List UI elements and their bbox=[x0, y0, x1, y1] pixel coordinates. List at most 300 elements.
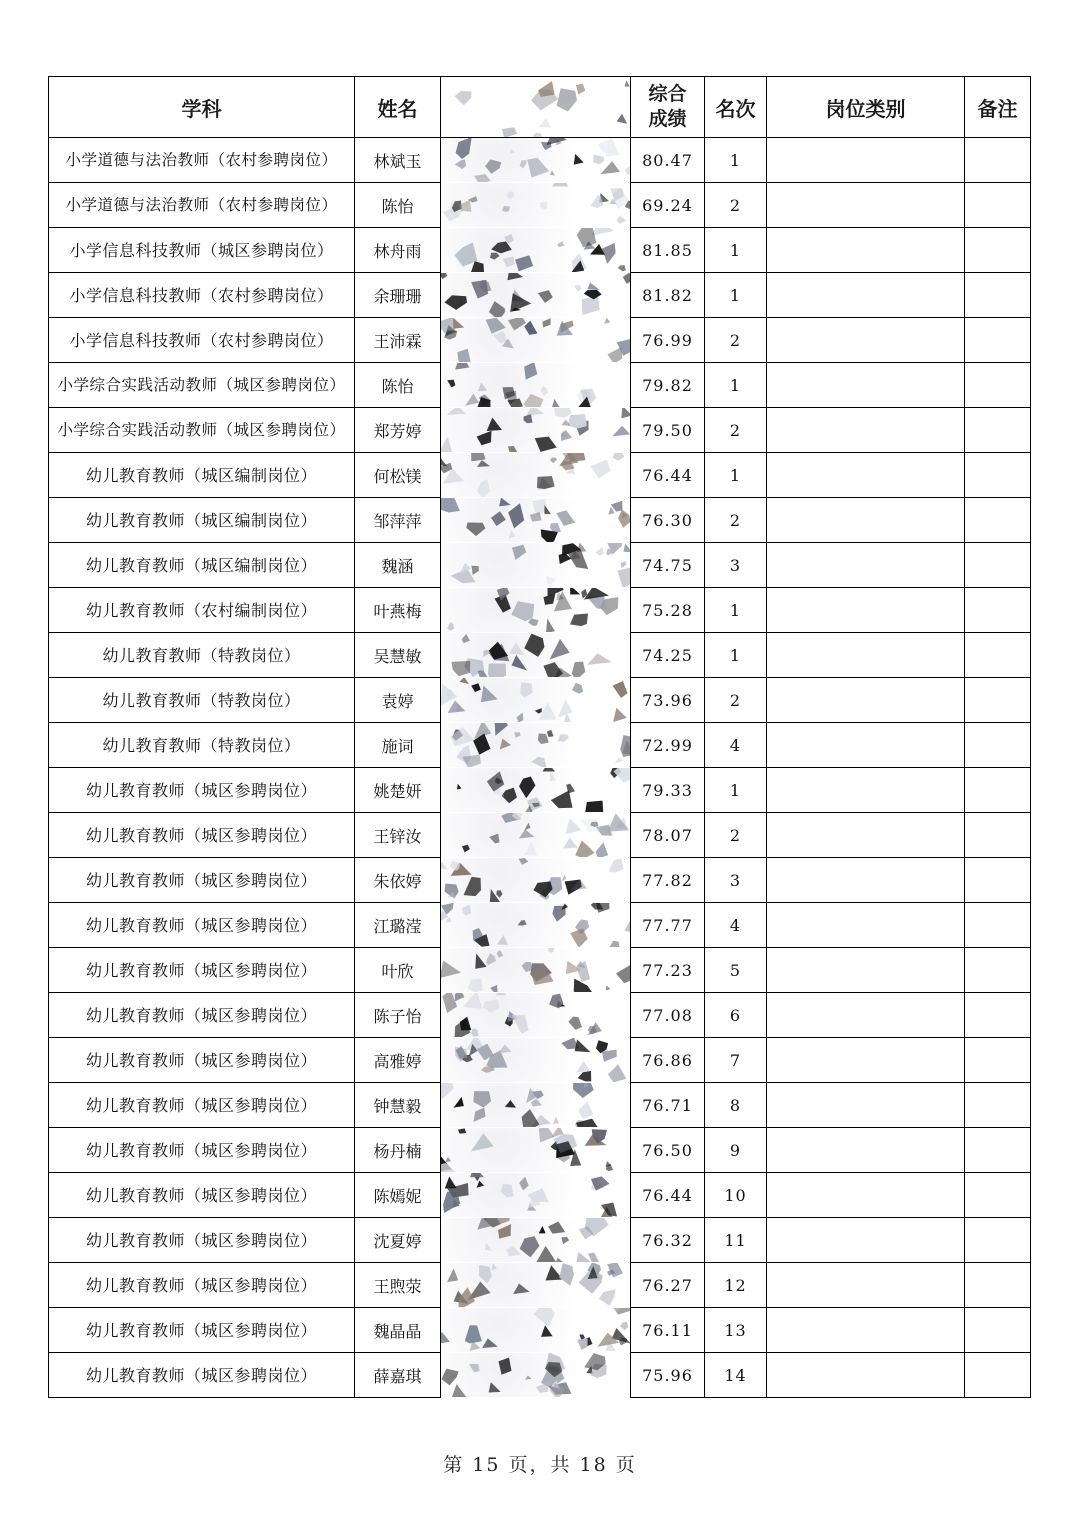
cell-score: 75.28 bbox=[631, 588, 705, 633]
mosaic-fragment bbox=[617, 216, 627, 224]
cell-masked bbox=[441, 1128, 631, 1173]
mosaic-fragment bbox=[457, 784, 461, 790]
cell-remarks bbox=[965, 453, 1031, 498]
redaction-mosaic bbox=[441, 678, 630, 722]
cell-score: 76.99 bbox=[631, 318, 705, 363]
cell-remarks bbox=[965, 1128, 1031, 1173]
cell-subject: 幼儿教育教师（城区参聘岗位） bbox=[49, 1353, 355, 1398]
cell-rank: 4 bbox=[705, 723, 767, 768]
cell-subject: 小学信息科技教师（农村参聘岗位） bbox=[49, 273, 355, 318]
redaction-mosaic bbox=[441, 993, 630, 1037]
redaction-mosaic bbox=[441, 1128, 630, 1172]
mosaic-fragment bbox=[538, 733, 549, 744]
mosaic-fragment bbox=[498, 1357, 511, 1374]
cell-score: 76.44 bbox=[631, 453, 705, 498]
cell-rank: 1 bbox=[705, 273, 767, 318]
mosaic-fragment bbox=[474, 174, 491, 182]
cell-rank: 1 bbox=[705, 138, 767, 183]
mosaic-fragment bbox=[551, 399, 560, 407]
mosaic-fragment bbox=[578, 1101, 594, 1119]
cell-score: 74.25 bbox=[631, 633, 705, 678]
cell-masked bbox=[441, 228, 631, 273]
mosaic-fragment bbox=[500, 738, 511, 749]
redaction-mosaic bbox=[441, 138, 630, 182]
mosaic-fragment bbox=[554, 591, 572, 611]
cell-category bbox=[767, 453, 965, 498]
cell-category bbox=[767, 318, 965, 363]
mosaic-fragment bbox=[570, 613, 588, 626]
cell-score: 79.50 bbox=[631, 408, 705, 453]
mosaic-fragment bbox=[621, 561, 627, 568]
mosaic-fragment bbox=[477, 460, 490, 467]
cell-subject: 幼儿教育教师（城区参聘岗位） bbox=[49, 1263, 355, 1308]
cell-score: 77.82 bbox=[631, 858, 705, 903]
cell-category bbox=[767, 993, 965, 1038]
mosaic-fragment bbox=[616, 114, 627, 124]
mosaic-fragment bbox=[523, 414, 532, 423]
mosaic-fragment bbox=[501, 1184, 514, 1197]
cell-category bbox=[767, 138, 965, 183]
cell-name: 王煦荥 bbox=[355, 1263, 441, 1308]
mosaic-fragment bbox=[450, 727, 474, 746]
redaction-mosaic bbox=[441, 588, 630, 632]
mosaic-fragment bbox=[618, 509, 630, 527]
cell-category bbox=[767, 1038, 965, 1083]
cell-masked bbox=[441, 858, 631, 903]
cell-masked bbox=[441, 498, 631, 543]
cell-remarks bbox=[965, 993, 1031, 1038]
cell-name: 陈怡 bbox=[355, 363, 441, 408]
table-row bbox=[49, 1083, 1031, 1128]
table-row bbox=[49, 1128, 1031, 1173]
cell-category bbox=[767, 678, 965, 723]
cell-subject: 幼儿教育教师（城区参聘岗位） bbox=[49, 1173, 355, 1218]
mosaic-fragment bbox=[576, 1119, 598, 1127]
mosaic-fragment bbox=[524, 634, 544, 657]
mosaic-fragment bbox=[477, 1181, 484, 1188]
cell-subject: 幼儿教育教师（特教岗位） bbox=[49, 723, 355, 768]
mosaic-fragment bbox=[575, 1039, 591, 1052]
mosaic-fragment bbox=[548, 1222, 565, 1234]
cell-remarks bbox=[965, 633, 1031, 678]
mosaic-fragment bbox=[471, 683, 481, 692]
mosaic-fragment bbox=[465, 1325, 482, 1343]
header-row bbox=[49, 77, 1031, 138]
table-row bbox=[49, 1263, 1031, 1308]
table-row bbox=[49, 588, 1031, 633]
cell-name: 何松镁 bbox=[355, 453, 441, 498]
mosaic-fragment bbox=[473, 1091, 491, 1107]
mosaic-fragment bbox=[587, 653, 612, 665]
mosaic-fragment bbox=[558, 700, 573, 718]
mosaic-fragment bbox=[444, 295, 466, 310]
cell-rank: 2 bbox=[705, 813, 767, 858]
cell-subject: 幼儿教育教师（城区参聘岗位） bbox=[49, 1038, 355, 1083]
mosaic-fragment bbox=[489, 1382, 501, 1392]
cell-rank: 5 bbox=[705, 948, 767, 993]
cell-name: 林舟雨 bbox=[355, 228, 441, 273]
cell-remarks bbox=[965, 498, 1031, 543]
cell-subject: 幼儿教育教师（城区编制岗位） bbox=[49, 543, 355, 588]
mosaic-fragment bbox=[502, 206, 510, 212]
mosaic-fragment bbox=[451, 1384, 469, 1397]
cell-name: 王沛霖 bbox=[355, 318, 441, 363]
mosaic-fragment bbox=[491, 511, 506, 526]
cell-masked bbox=[441, 318, 631, 363]
cell-masked bbox=[441, 1308, 631, 1353]
cell-masked bbox=[441, 903, 631, 948]
cell-subject: 幼儿教育教师（城区参聘岗位） bbox=[49, 1083, 355, 1128]
mosaic-fragment bbox=[512, 545, 526, 560]
mosaic-fragment bbox=[536, 1382, 549, 1393]
cell-remarks bbox=[965, 1038, 1031, 1083]
cell-score: 73.96 bbox=[631, 678, 705, 723]
header-category: 岗位类别 bbox=[767, 77, 965, 138]
table-row bbox=[49, 543, 1031, 588]
mosaic-fragment bbox=[453, 318, 464, 329]
mosaic-fragment bbox=[455, 91, 472, 105]
mosaic-fragment bbox=[495, 723, 508, 736]
mosaic-fragment bbox=[470, 1173, 484, 1177]
redaction-mosaic bbox=[441, 273, 630, 317]
cell-subject: 幼儿教育教师（城区参聘岗位） bbox=[49, 993, 355, 1038]
cell-score: 74.75 bbox=[631, 543, 705, 588]
mosaic-fragment bbox=[546, 576, 555, 585]
mosaic-fragment bbox=[524, 842, 537, 855]
mosaic-fragment bbox=[457, 349, 471, 362]
mosaic-fragment bbox=[477, 479, 490, 497]
mosaic-fragment bbox=[527, 1188, 549, 1202]
cell-rank: 1 bbox=[705, 633, 767, 678]
header-masked-column bbox=[441, 77, 631, 138]
table-row bbox=[49, 948, 1031, 993]
redaction-mosaic bbox=[441, 948, 630, 992]
mosaic-fragment bbox=[447, 1268, 458, 1282]
cell-masked bbox=[441, 138, 631, 183]
cell-remarks bbox=[965, 1083, 1031, 1128]
mosaic-fragment bbox=[534, 881, 553, 897]
cell-score: 76.50 bbox=[631, 1128, 705, 1173]
mosaic-fragment bbox=[573, 1083, 594, 1098]
cell-name: 陈怡 bbox=[355, 183, 441, 228]
mosaic-fragment bbox=[616, 965, 630, 983]
mosaic-fragment bbox=[441, 1332, 450, 1344]
cell-rank: 1 bbox=[705, 588, 767, 633]
cell-category bbox=[767, 768, 965, 813]
mosaic-fragment bbox=[572, 683, 583, 694]
mosaic-fragment bbox=[610, 941, 621, 947]
cell-name: 邹萍萍 bbox=[355, 498, 441, 543]
cell-remarks bbox=[965, 903, 1031, 948]
mosaic-fragment bbox=[524, 394, 544, 407]
mosaic-fragment bbox=[574, 285, 582, 292]
mosaic-fragment bbox=[455, 159, 467, 169]
cell-rank: 7 bbox=[705, 1038, 767, 1083]
table-row bbox=[49, 498, 1031, 543]
mosaic-fragment bbox=[497, 1218, 510, 1225]
cell-subject: 幼儿教育教师（特教岗位） bbox=[49, 678, 355, 723]
mosaic-fragment bbox=[497, 950, 504, 957]
mosaic-fragment bbox=[499, 498, 511, 506]
cell-score: 76.11 bbox=[631, 1308, 705, 1353]
table-row bbox=[49, 273, 1031, 318]
mosaic-fragment bbox=[541, 1325, 553, 1337]
cell-rank: 3 bbox=[705, 543, 767, 588]
mosaic-fragment bbox=[441, 437, 453, 452]
mosaic-fragment bbox=[441, 1369, 458, 1386]
mosaic-fragment bbox=[441, 1163, 455, 1172]
mosaic-fragment bbox=[490, 985, 497, 992]
cell-masked bbox=[441, 183, 631, 228]
mosaic-fragment bbox=[557, 88, 577, 111]
mosaic-fragment bbox=[541, 386, 549, 395]
mosaic-fragment bbox=[519, 160, 526, 168]
mosaic-fragment bbox=[518, 858, 528, 865]
table-row bbox=[49, 1308, 1031, 1353]
redaction-mosaic bbox=[441, 408, 630, 452]
mosaic-fragment bbox=[544, 505, 551, 514]
mosaic-fragment bbox=[451, 661, 470, 676]
mosaic-fragment bbox=[588, 1253, 600, 1262]
table-row bbox=[49, 633, 1031, 678]
cell-subject: 幼儿教育教师（农村编制岗位） bbox=[49, 588, 355, 633]
cell-masked bbox=[441, 543, 631, 588]
mosaic-fragment bbox=[625, 921, 630, 933]
mosaic-fragment bbox=[496, 993, 507, 995]
cell-name: 叶欣 bbox=[355, 948, 441, 993]
header-subject: 学科 bbox=[49, 77, 355, 138]
mosaic-fragment bbox=[552, 183, 568, 187]
mosaic-fragment bbox=[475, 953, 486, 968]
mosaic-fragment bbox=[576, 1061, 590, 1073]
cell-name: 叶燕梅 bbox=[355, 588, 441, 633]
cell-subject: 幼儿教育教师（城区参聘岗位） bbox=[49, 948, 355, 993]
cell-masked bbox=[441, 363, 631, 408]
mosaic-fragment bbox=[503, 256, 515, 267]
mosaic-fragment bbox=[447, 917, 452, 923]
cell-subject: 小学道德与法治教师（农村参聘岗位） bbox=[49, 138, 355, 183]
cell-masked bbox=[441, 588, 631, 633]
mosaic-fragment bbox=[498, 1224, 511, 1239]
table-row bbox=[49, 1038, 1031, 1083]
redaction-mosaic bbox=[441, 77, 630, 137]
mosaic-fragment bbox=[517, 920, 526, 926]
cell-remarks bbox=[965, 678, 1031, 723]
mosaic-fragment bbox=[511, 601, 534, 621]
cell-name: 陈子怡 bbox=[355, 993, 441, 1038]
cell-name: 余珊珊 bbox=[355, 273, 441, 318]
header-name: 姓名 bbox=[355, 77, 441, 138]
table-row bbox=[49, 318, 1031, 363]
results-table bbox=[48, 76, 1031, 1398]
redaction-mosaic bbox=[441, 903, 630, 947]
cell-score: 78.07 bbox=[631, 813, 705, 858]
mosaic-fragment bbox=[471, 566, 479, 575]
cell-score: 76.86 bbox=[631, 1038, 705, 1083]
mosaic-fragment bbox=[593, 154, 604, 164]
mosaic-fragment bbox=[568, 414, 587, 428]
mosaic-fragment bbox=[561, 1237, 569, 1244]
cell-masked bbox=[441, 993, 631, 1038]
cell-category bbox=[767, 1353, 965, 1398]
mosaic-fragment bbox=[487, 417, 502, 430]
mosaic-fragment bbox=[462, 755, 481, 767]
mosaic-fragment bbox=[559, 1263, 574, 1286]
mosaic-fragment bbox=[574, 154, 584, 165]
mosaic-fragment bbox=[575, 1252, 591, 1262]
header-score-label: 综合 成绩 bbox=[648, 83, 687, 130]
mosaic-fragment bbox=[537, 476, 555, 489]
mosaic-fragment bbox=[507, 273, 523, 280]
mosaic-fragment bbox=[612, 426, 630, 437]
cell-score: 76.44 bbox=[631, 1173, 705, 1218]
mosaic-fragment bbox=[520, 682, 532, 697]
mosaic-fragment bbox=[519, 829, 535, 838]
mosaic-fragment bbox=[536, 1246, 558, 1262]
mosaic-fragment bbox=[508, 503, 524, 528]
redaction-mosaic bbox=[441, 1353, 630, 1397]
mosaic-fragment bbox=[570, 588, 580, 595]
mosaic-fragment bbox=[587, 283, 600, 290]
cell-category bbox=[767, 228, 965, 273]
cell-score: 80.47 bbox=[631, 138, 705, 183]
table-row bbox=[49, 138, 1031, 183]
cell-score: 81.82 bbox=[631, 273, 705, 318]
mosaic-fragment bbox=[572, 662, 586, 677]
cell-name: 施词 bbox=[355, 723, 441, 768]
mosaic-fragment bbox=[539, 1226, 546, 1234]
cell-remarks bbox=[965, 1353, 1031, 1398]
mosaic-fragment bbox=[596, 547, 604, 555]
mosaic-fragment bbox=[486, 953, 496, 965]
cell-name: 高雅婷 bbox=[355, 1038, 441, 1083]
mosaic-fragment bbox=[474, 1107, 486, 1122]
mosaic-fragment bbox=[542, 318, 550, 327]
mosaic-fragment bbox=[463, 877, 481, 896]
mosaic-fragment bbox=[466, 522, 485, 536]
cell-masked bbox=[441, 273, 631, 318]
mosaic-fragment bbox=[494, 331, 508, 343]
cell-subject: 小学综合实践活动教师（城区参聘岗位） bbox=[49, 408, 355, 453]
redaction-mosaic bbox=[441, 1263, 630, 1307]
mosaic-fragment bbox=[530, 512, 542, 522]
mosaic-fragment bbox=[483, 999, 499, 1013]
cell-subject: 小学信息科技教师（农村参聘岗位） bbox=[49, 318, 355, 363]
mosaic-fragment bbox=[604, 318, 610, 324]
cell-rank: 1 bbox=[705, 363, 767, 408]
mosaic-fragment bbox=[577, 228, 597, 247]
mosaic-fragment bbox=[465, 394, 479, 406]
mosaic-fragment bbox=[527, 158, 549, 178]
cell-subject: 幼儿教育教师（城区参聘岗位） bbox=[49, 1308, 355, 1353]
cell-remarks bbox=[965, 363, 1031, 408]
cell-remarks bbox=[965, 1173, 1031, 1218]
cell-rank: 2 bbox=[705, 498, 767, 543]
mosaic-fragment bbox=[513, 1283, 530, 1294]
mosaic-fragment bbox=[618, 265, 626, 271]
mosaic-fragment bbox=[522, 1109, 540, 1127]
redaction-mosaic bbox=[441, 1038, 630, 1082]
cell-category bbox=[767, 408, 965, 453]
mosaic-fragment bbox=[487, 771, 504, 791]
cell-score: 76.32 bbox=[631, 1218, 705, 1263]
mosaic-fragment bbox=[478, 382, 488, 391]
cell-name: 沈夏婷 bbox=[355, 1218, 441, 1263]
mosaic-fragment bbox=[489, 301, 505, 317]
cell-masked bbox=[441, 633, 631, 678]
mosaic-fragment bbox=[577, 1339, 587, 1350]
mosaic-fragment bbox=[585, 801, 603, 812]
cell-name: 吴慧敏 bbox=[355, 633, 441, 678]
table-row bbox=[49, 228, 1031, 273]
mosaic-fragment bbox=[554, 408, 572, 418]
cell-masked bbox=[441, 1173, 631, 1218]
cell-subject: 小学信息科技教师（城区参聘岗位） bbox=[49, 228, 355, 273]
cell-masked bbox=[441, 678, 631, 723]
mosaic-fragment bbox=[492, 1263, 497, 1270]
table-row bbox=[49, 813, 1031, 858]
cell-masked bbox=[441, 408, 631, 453]
cell-name: 陈嫣妮 bbox=[355, 1173, 441, 1218]
mosaic-fragment bbox=[595, 903, 609, 913]
mosaic-fragment bbox=[469, 1364, 480, 1372]
table-row bbox=[49, 903, 1031, 948]
mosaic-fragment bbox=[538, 81, 555, 97]
cell-subject: 幼儿教育教师（城区参聘岗位） bbox=[49, 813, 355, 858]
cell-score: 77.77 bbox=[631, 903, 705, 948]
cell-category bbox=[767, 183, 965, 228]
mosaic-fragment bbox=[576, 84, 585, 95]
mosaic-fragment bbox=[591, 228, 613, 236]
cell-rank: 4 bbox=[705, 903, 767, 948]
cell-masked bbox=[441, 723, 631, 768]
cell-category bbox=[767, 813, 965, 858]
mosaic-fragment bbox=[471, 453, 486, 461]
table-row bbox=[49, 858, 1031, 903]
cell-score: 79.33 bbox=[631, 768, 705, 813]
mosaic-fragment bbox=[445, 1176, 457, 1188]
mosaic-fragment bbox=[481, 686, 498, 703]
cell-category bbox=[767, 633, 965, 678]
cell-masked bbox=[441, 1263, 631, 1308]
cell-score: 75.96 bbox=[631, 1353, 705, 1398]
mosaic-fragment bbox=[561, 430, 572, 441]
cell-remarks bbox=[965, 408, 1031, 453]
cell-name: 袁婷 bbox=[355, 678, 441, 723]
cell-subject: 幼儿教育教师（城区编制岗位） bbox=[49, 453, 355, 498]
cell-category bbox=[767, 1308, 965, 1353]
cell-category bbox=[767, 363, 965, 408]
mosaic-fragment bbox=[595, 842, 608, 857]
mosaic-fragment bbox=[550, 170, 555, 175]
mosaic-fragment bbox=[535, 708, 542, 713]
mosaic-fragment bbox=[526, 408, 544, 415]
table-body bbox=[49, 138, 1031, 1398]
cell-remarks bbox=[965, 1218, 1031, 1263]
mosaic-fragment bbox=[620, 735, 630, 757]
table-row bbox=[49, 408, 1031, 453]
cell-rank: 11 bbox=[705, 1218, 767, 1263]
mosaic-fragment bbox=[459, 678, 469, 684]
mosaic-fragment bbox=[607, 813, 629, 831]
mosaic-fragment bbox=[519, 1177, 529, 1190]
cell-category bbox=[767, 1263, 965, 1308]
cell-category bbox=[767, 588, 965, 633]
mosaic-fragment bbox=[485, 1243, 492, 1251]
mosaic-fragment bbox=[617, 566, 630, 587]
mosaic-fragment bbox=[471, 1028, 478, 1037]
mosaic-fragment bbox=[524, 321, 537, 335]
